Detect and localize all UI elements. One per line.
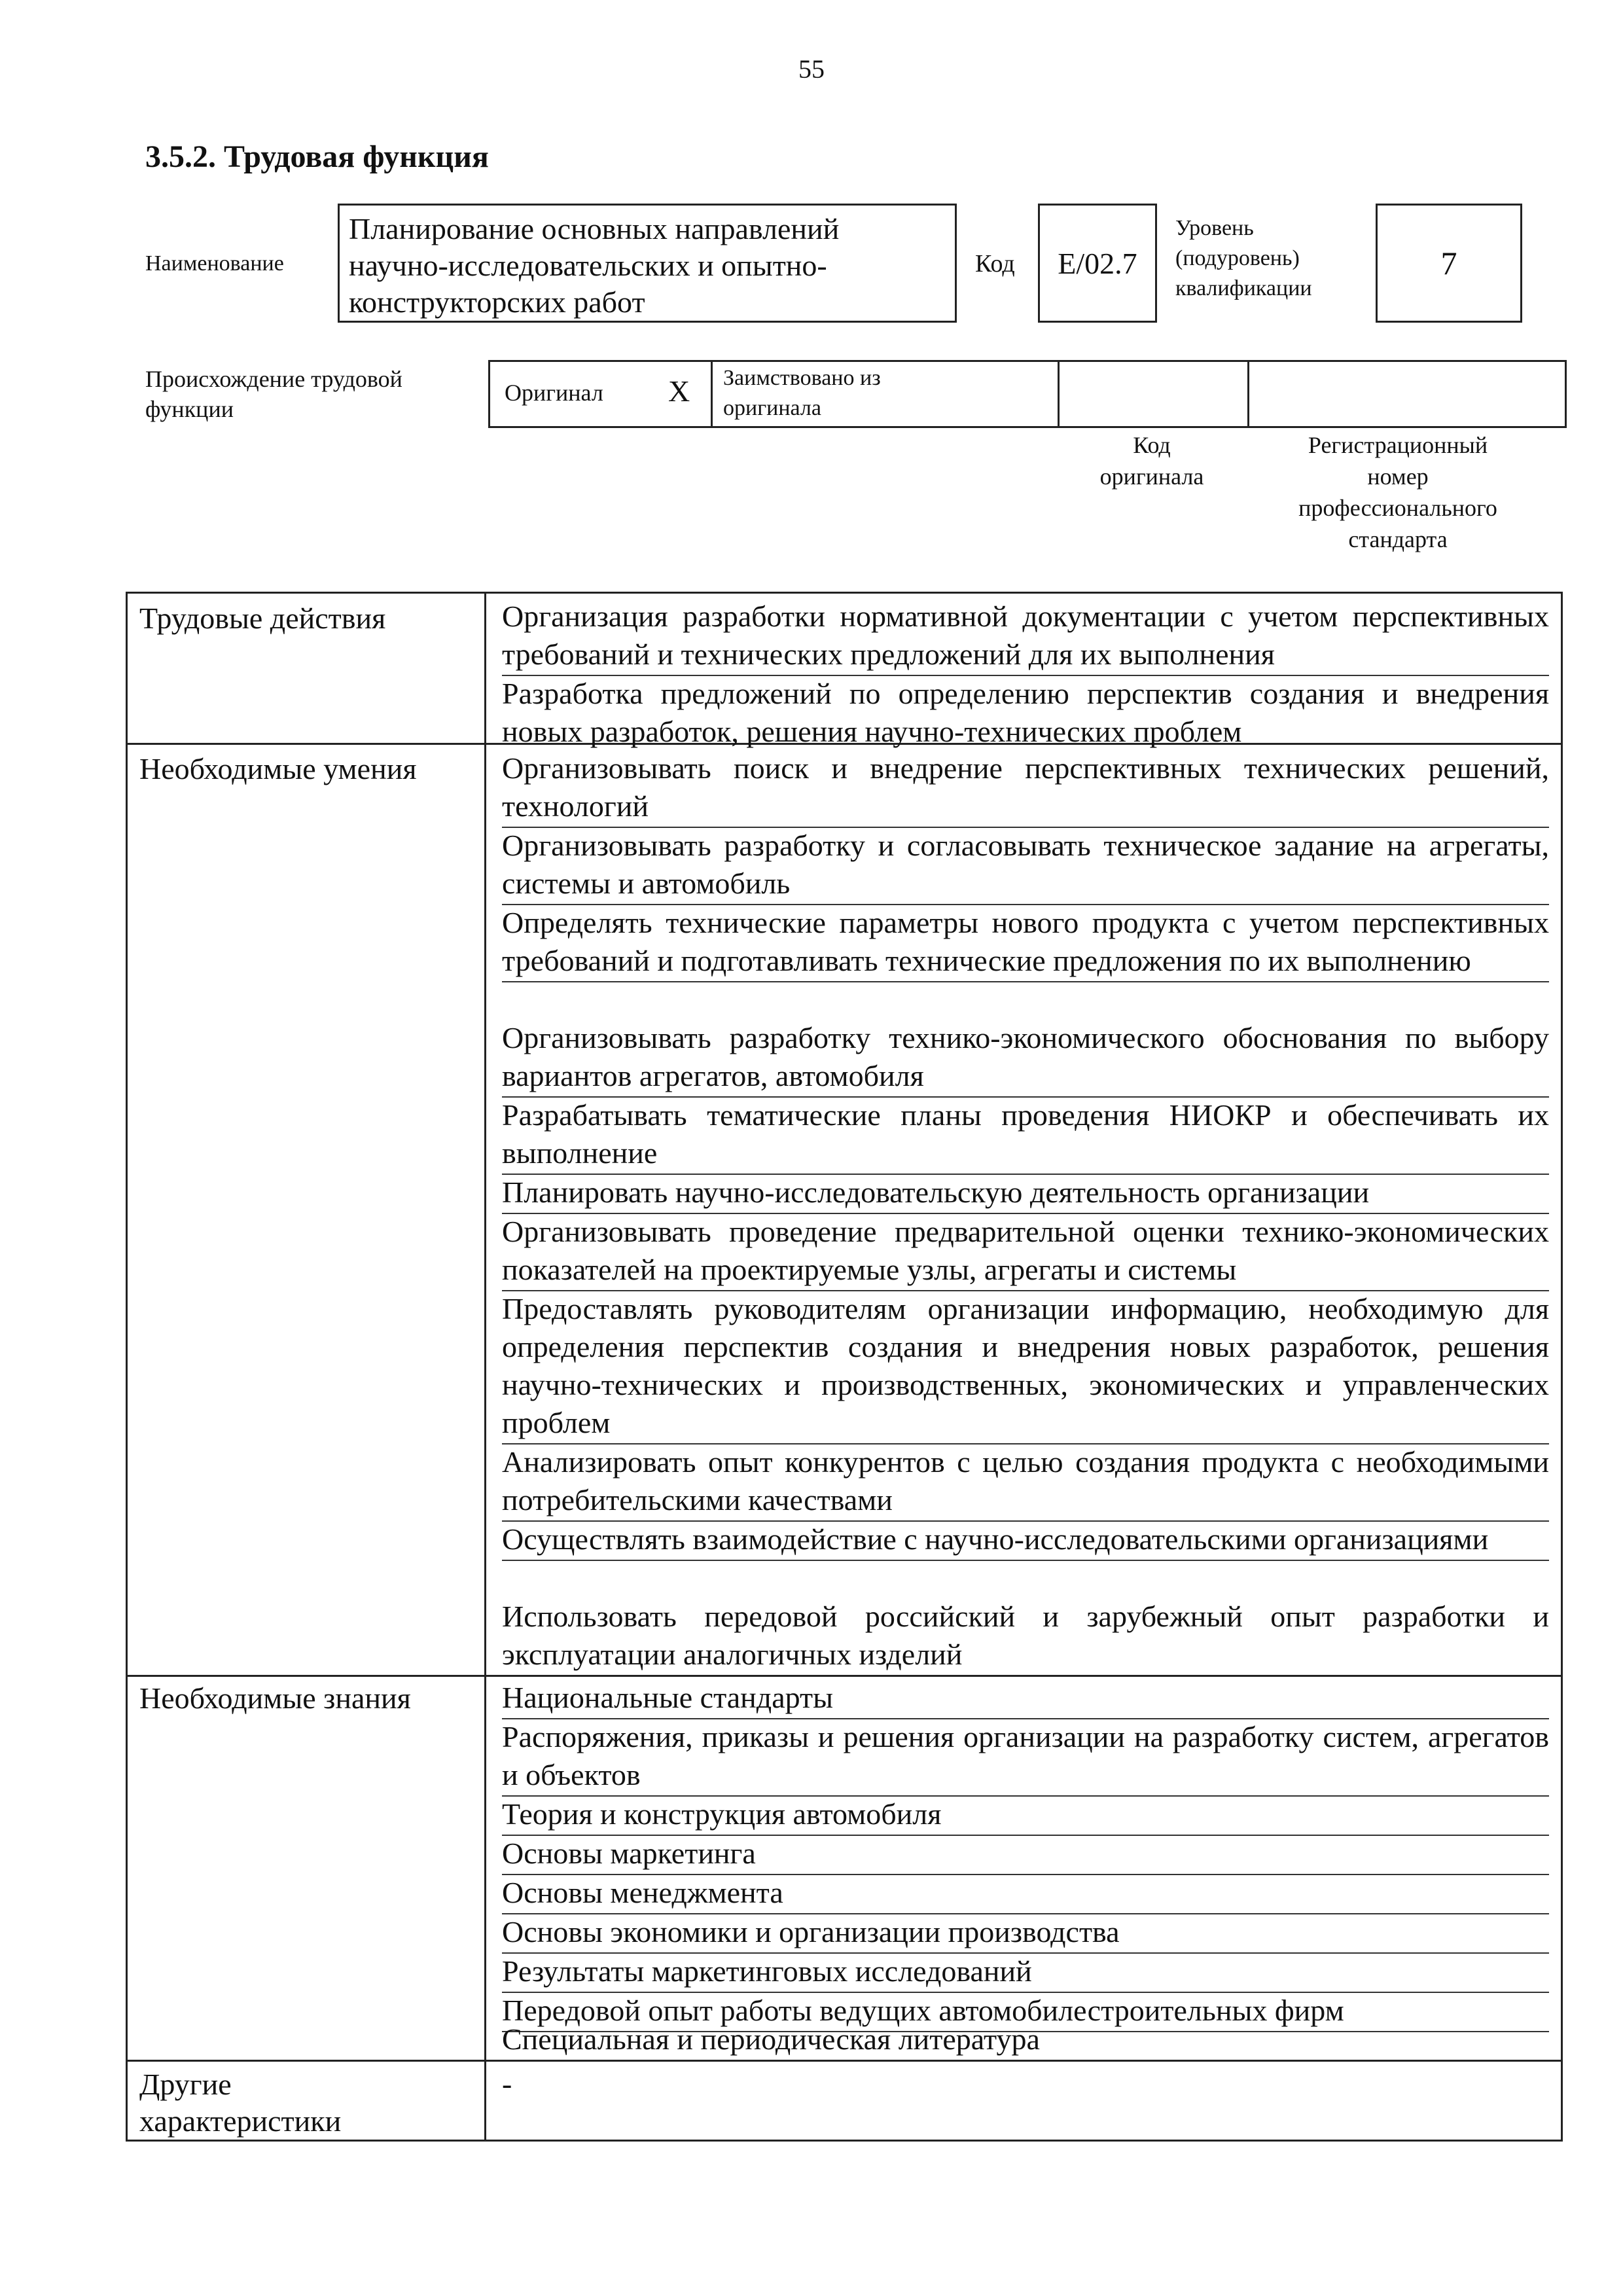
skill-item: Организовывать разработку технико-экономического обоснования по выбору вариантов агрегатов, автомобиля bbox=[502, 1019, 1549, 1098]
level-label-line-1: Уровень bbox=[1175, 216, 1254, 240]
code-caption-line-1: Код bbox=[1133, 432, 1171, 458]
origin-original-cell bbox=[490, 362, 713, 426]
original-mark: X bbox=[668, 374, 690, 408]
knowledge-item: Национальные стандарты bbox=[502, 1679, 1549, 1719]
knowledge-item: Передовой опыт работы ведущих автомобилестроительных фирм bbox=[502, 1992, 1549, 2032]
action-item: Организация разработки нормативной документации с учетом перспективных требований и технических предложений для их выполнения bbox=[502, 598, 1549, 676]
level-label-line-3: квалификации bbox=[1175, 276, 1312, 300]
level-value: 7 bbox=[1440, 245, 1457, 281]
borrowed-label-line-2: оригинала bbox=[723, 396, 821, 420]
knowledge-item: Распоряжения, приказы и решения организации на разработку систем, агрегатов и объектов bbox=[502, 1718, 1549, 1797]
skill-item: Планировать научно-исследовательскую деятельность организации bbox=[502, 1174, 1549, 1214]
skill-item: Предоставлять руководителям организации информацию, необходимую для определения перспектив создания и внедрения новых разработок, решения научно-технических и производственных, экономических и управленческих проблем bbox=[502, 1290, 1549, 1444]
reg-caption-line-3: профессионального bbox=[1298, 495, 1497, 521]
code-label: Код bbox=[975, 250, 1015, 278]
knowledge-label: Необходимые знания bbox=[139, 1681, 411, 1715]
knowledge-item: Основы экономики и организации производства bbox=[502, 1913, 1549, 1954]
code-caption-line-2: оригинала bbox=[1099, 463, 1204, 490]
name-value: Планирование основных направлений научно-исследовательских и опытно-конструкторских работ bbox=[349, 212, 840, 319]
knowledge-item: Теория и конструкция автомобиля bbox=[502, 1795, 1549, 1836]
original-label: Оригинал bbox=[505, 380, 603, 406]
level-label bbox=[1175, 213, 1359, 304]
name-label: Наименование bbox=[145, 251, 284, 276]
action-item: Разработка предложений по определению перспектив создания и внедрения новых разработок, решения научно-технических проблем bbox=[502, 677, 1549, 748]
origin-label-line-2: функции bbox=[145, 396, 234, 422]
skill-item: Организовывать проведение предварительной оценки технико-экономических показателей на проектируемые узлы, агрегаты и системы bbox=[502, 1213, 1549, 1291]
reg-caption-line-2: номер bbox=[1367, 463, 1429, 490]
knowledge-item: Основы маркетинга bbox=[502, 1835, 1549, 1875]
origin-code-cell bbox=[1060, 362, 1249, 426]
borrowed-label-line-1: Заимствовано из bbox=[723, 366, 881, 390]
code-original-caption bbox=[1054, 429, 1250, 492]
skills-label: Необходимые умения bbox=[139, 752, 417, 785]
column-divider bbox=[484, 594, 486, 2140]
row-divider bbox=[128, 2060, 1561, 2062]
other-label: Другие характеристики bbox=[139, 2068, 342, 2138]
row-divider bbox=[128, 1675, 1561, 1677]
other-value: - bbox=[502, 2067, 512, 2100]
knowledge-item: Основы менеджмента bbox=[502, 1874, 1549, 1914]
level-label-line-2: (подуровень) bbox=[1175, 246, 1300, 270]
origin-label bbox=[145, 364, 402, 424]
skill-item: Организовывать разработку и согласовывать техническое задание на агрегаты, системы и автомобиль bbox=[502, 827, 1549, 905]
origin-table bbox=[488, 360, 1567, 428]
labor-function-table bbox=[126, 592, 1563, 2142]
actions-label: Трудовые действия bbox=[139, 601, 386, 635]
reg-number-caption bbox=[1260, 429, 1535, 555]
skill-item: Разрабатывать тематические планы проведения НИОКР и обеспечивать их выполнение bbox=[502, 1096, 1549, 1175]
knowledge-item: Результаты маркетинговых исследований bbox=[502, 1952, 1549, 1993]
skill-item: Организовывать поиск и внедрение перспективных технических решений, технологий bbox=[502, 749, 1549, 828]
skill-item: Анализировать опыт конкурентов с целью создания продукта с необходимыми потребительскими качествами bbox=[502, 1443, 1549, 1522]
origin-label-line-1: Происхождение трудовой bbox=[145, 366, 402, 392]
page-number: 55 bbox=[798, 54, 825, 84]
level-value-box bbox=[1376, 204, 1522, 323]
code-value-box bbox=[1038, 204, 1157, 323]
name-value-box bbox=[338, 204, 957, 323]
origin-borrowed-cell bbox=[713, 362, 1060, 426]
reg-caption-line-1: Регистрационный bbox=[1308, 432, 1488, 458]
code-value: E/02.7 bbox=[1058, 246, 1137, 280]
skill-item: Использовать передовой российский и зарубежный опыт разработки и эксплуатации аналогичных изделий bbox=[502, 1600, 1549, 1671]
knowledge-item: Специальная и периодическая литература bbox=[502, 2022, 1040, 2056]
reg-caption-line-4: стандарта bbox=[1348, 526, 1448, 552]
skill-item: Осуществлять взаимодействие с научно-исследовательскими организациями bbox=[502, 1520, 1549, 1561]
origin-reg-number-cell bbox=[1249, 362, 1565, 426]
section-title: 3.5.2. Трудовая функция bbox=[145, 139, 489, 174]
skill-item: Определять технические параметры нового продукта с учетом перспективных требований и подготавливать технические предложения по их выполнению bbox=[502, 904, 1549, 982]
